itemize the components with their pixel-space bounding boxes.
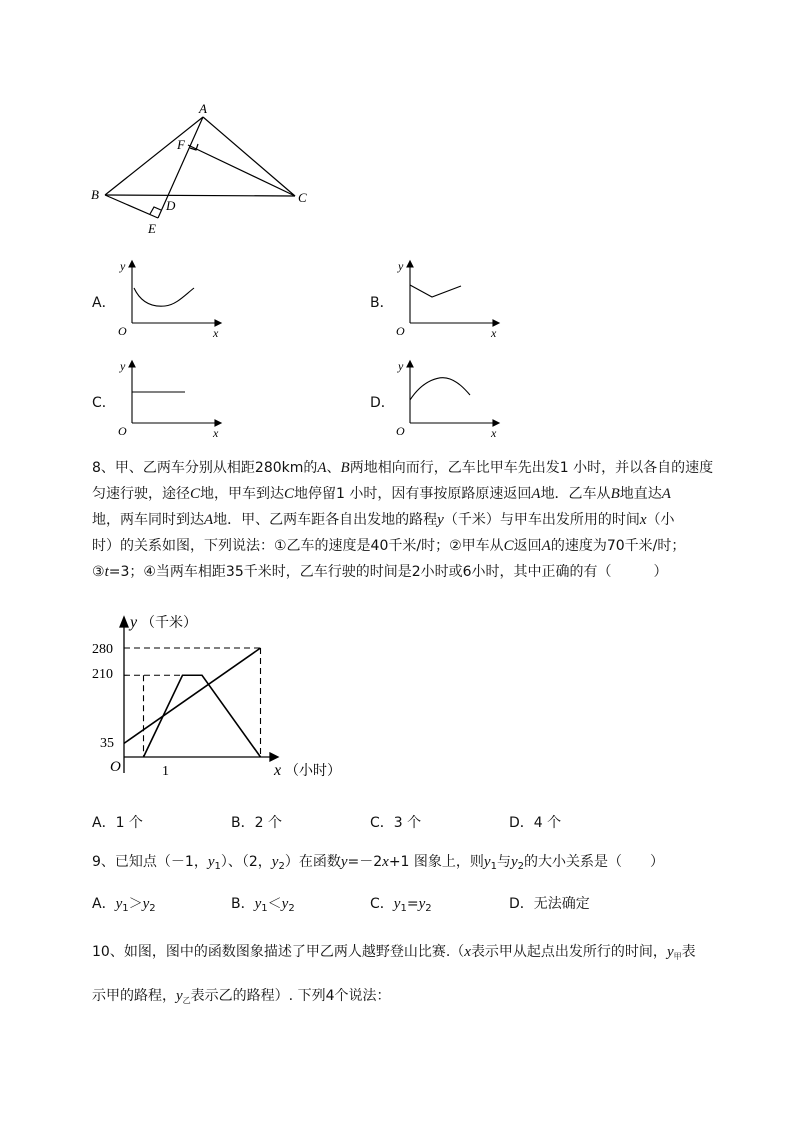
option-var: y xyxy=(142,896,150,912)
option-relation: ＞ xyxy=(128,896,143,912)
option-sub: 1 xyxy=(261,903,268,914)
q9-option-a[interactable] xyxy=(92,893,156,914)
y-label: y xyxy=(398,259,404,273)
option-var: y xyxy=(418,896,426,912)
q8-text: （小 xyxy=(646,512,675,528)
q9-text: 9、已知点（－1， xyxy=(92,854,208,870)
q9-text: 的大小关系是（ ） xyxy=(524,854,665,870)
q8-option-d[interactable]: D．4 个 xyxy=(509,815,562,831)
y-label: y xyxy=(120,259,126,273)
segment-AC xyxy=(203,117,295,196)
q8-text: 地，甲车到达 xyxy=(200,486,285,502)
q10-text: 示甲的路程， xyxy=(92,988,176,1004)
q10-text: 表示甲从起点出发所行的时间， xyxy=(470,944,667,960)
q7-option-d-graph[interactable] xyxy=(388,355,508,445)
label-C: C xyxy=(298,190,307,205)
y-axis-unit: （千米） xyxy=(141,615,197,631)
q10-line-2 xyxy=(92,983,752,1014)
q8-text: （千米）与甲车出发所用的时间 xyxy=(443,512,640,528)
q10-sub: 甲 xyxy=(673,952,682,961)
option-var: y xyxy=(281,896,289,912)
triangle-figure xyxy=(85,100,325,240)
q10-var: x xyxy=(464,944,471,960)
y-arrow xyxy=(129,261,135,267)
q7-option-c-graph[interactable] xyxy=(110,355,230,445)
q10-text: 表 xyxy=(681,944,696,960)
q10-var: y xyxy=(176,988,183,1004)
q7-option-a-letter[interactable]: A． xyxy=(92,295,116,311)
segment-BA xyxy=(105,117,203,195)
label-A: A xyxy=(199,101,207,116)
q8-text: 的速度为70千米/时； xyxy=(550,538,686,554)
curve-u xyxy=(134,288,194,306)
q9-text: =－2 xyxy=(347,854,383,870)
q8-distance-time-graph xyxy=(88,605,388,795)
q8-text: =3；④当两车相距35千米时，乙车行驶的时间是2小时或6小时，其中正确的有（ ） xyxy=(108,564,668,580)
q8-text: 地，两车同时到达 xyxy=(92,512,204,528)
q8-line-4 xyxy=(92,533,752,559)
q9-var: y xyxy=(207,854,215,870)
option-sub: 2 xyxy=(425,903,432,914)
q7-option-b-letter[interactable]: B． xyxy=(370,295,394,311)
q10-text: 表示乙的路程）. 下列4个说法： xyxy=(190,988,391,1004)
origin-label: O xyxy=(110,759,121,775)
q8-var: A xyxy=(661,486,671,502)
q8-text: 、 xyxy=(326,460,341,476)
y-axis-var: y xyxy=(130,614,138,631)
q9-var: y xyxy=(340,854,348,870)
q8-text: 地停留1 小时，因有事按原路原速返回 xyxy=(294,486,532,502)
q8-text: 地．甲、乙两车距各自出发地的路程 xyxy=(213,512,438,528)
q8-line-1 xyxy=(92,455,752,481)
option-relation: = xyxy=(406,896,419,912)
q9-text: +1 图象上，则 xyxy=(388,854,484,870)
q8-option-a[interactable]: A．1 个 xyxy=(92,815,143,831)
option-letter: A． xyxy=(92,896,116,912)
q9-stem xyxy=(92,849,752,880)
q8-text: 时）的关系如图，下列说法：①乙车的速度是40千米/时；②甲车从 xyxy=(92,538,504,554)
q9-option-b[interactable] xyxy=(231,893,295,914)
option-letter: C． xyxy=(370,896,394,912)
q9-option-c[interactable] xyxy=(370,893,432,914)
q8-var: A xyxy=(541,538,551,554)
segment-AE xyxy=(158,117,203,218)
q8-text: 匀速行驶，途径 xyxy=(92,486,190,502)
q7-option-d-letter[interactable]: D． xyxy=(370,395,395,411)
q9-sub: 1 xyxy=(214,861,221,872)
q8-line-3 xyxy=(92,507,752,533)
q8-var: x xyxy=(639,512,647,528)
x-axis-var: x xyxy=(274,762,282,779)
origin-label: O xyxy=(396,324,405,338)
q9-option-d[interactable]: D．无法确定 xyxy=(509,896,590,912)
x-label: x xyxy=(213,426,219,440)
q8-var: B xyxy=(610,486,620,502)
right-angle-E xyxy=(150,207,161,214)
q8-var: t xyxy=(104,564,109,580)
q10-var: y xyxy=(666,944,674,960)
q7-option-a-graph[interactable] xyxy=(110,255,230,345)
origin-label: O xyxy=(396,424,405,438)
q9-var: x xyxy=(382,854,389,870)
segment-BC xyxy=(105,195,295,196)
curve-arc xyxy=(410,378,470,400)
q9-sub: 1 xyxy=(490,861,497,872)
q9-var: y xyxy=(510,854,518,870)
q8-var: y xyxy=(437,512,444,528)
origin-label: O xyxy=(118,424,127,438)
q8-text: 两地相向而行，乙车比甲车先出发1 小时，并以各自的速度 xyxy=(349,460,714,476)
x-label: x xyxy=(213,326,219,340)
tick-label-35: 35 xyxy=(100,736,114,751)
option-var: y xyxy=(115,896,123,912)
option-letter: B． xyxy=(231,896,255,912)
q9-text: ）在函数 xyxy=(284,854,341,870)
option-sub: 1 xyxy=(122,903,129,914)
q8-option-c[interactable]: C．3 个 xyxy=(370,815,422,831)
series-line-2 xyxy=(144,675,261,757)
q8-text: 地直达 xyxy=(619,486,662,502)
tick-label-210: 210 xyxy=(92,667,113,682)
option-relation: ＜ xyxy=(267,896,282,912)
q8-var: A xyxy=(531,486,541,502)
tick-label-280: 280 xyxy=(92,642,113,657)
y-arrow xyxy=(120,617,128,627)
x-label: x xyxy=(491,326,497,340)
x-arrow xyxy=(270,753,278,761)
y-arrow xyxy=(407,261,413,267)
q9-sub: 2 xyxy=(278,861,285,872)
segment-CF xyxy=(188,145,295,196)
label-B: B xyxy=(91,187,99,202)
q9-var: y xyxy=(271,854,279,870)
option-sub: 2 xyxy=(149,903,156,914)
origin-label: O xyxy=(118,324,127,338)
y-label: y xyxy=(398,359,404,373)
q8-line-2 xyxy=(92,481,752,507)
q7-option-c-letter[interactable]: C． xyxy=(92,395,116,411)
y-arrow xyxy=(129,361,135,367)
tick-label-1: 1 xyxy=(162,764,169,779)
segment-BE xyxy=(105,195,158,218)
q7-option-b-graph[interactable] xyxy=(388,255,508,345)
q9-text: 与 xyxy=(496,854,511,870)
y-arrow xyxy=(407,361,413,367)
q10-text: 10、如图，图中的函数图象描述了甲乙两人越野登山比赛.（ xyxy=(92,944,465,960)
option-sub: 1 xyxy=(400,903,407,914)
label-D: D xyxy=(166,198,176,213)
q8-text: 返回 xyxy=(513,538,542,554)
q9-sub: 2 xyxy=(517,861,525,872)
option-var: y xyxy=(393,896,401,912)
q8-var: A xyxy=(204,512,214,528)
q8-var: A xyxy=(317,460,327,476)
label-F: F xyxy=(177,137,185,152)
q9-var: y xyxy=(483,854,491,870)
label-E: E xyxy=(148,221,156,236)
q8-var: C xyxy=(190,486,201,502)
q10-line-1 xyxy=(92,939,752,970)
x-label: x xyxy=(491,426,497,440)
q9-text: ）、（2， xyxy=(220,854,272,870)
curve-v xyxy=(410,285,461,297)
q8-text: 地．乙车从 xyxy=(540,486,611,502)
q8-line-5 xyxy=(92,559,752,585)
q8-option-b[interactable]: B．2 个 xyxy=(231,815,282,831)
option-var: y xyxy=(254,896,262,912)
q8-text: 8、甲、乙两车分别从相距280km的 xyxy=(92,460,318,476)
q8-var: B xyxy=(340,460,350,476)
q8-var: C xyxy=(503,538,514,554)
option-sub: 2 xyxy=(288,903,295,914)
q8-text: ③ xyxy=(92,564,105,580)
y-label: y xyxy=(120,359,126,373)
q10-sub: 乙 xyxy=(182,996,191,1005)
x-axis-unit: （小时） xyxy=(285,763,341,779)
q8-var: C xyxy=(284,486,295,502)
